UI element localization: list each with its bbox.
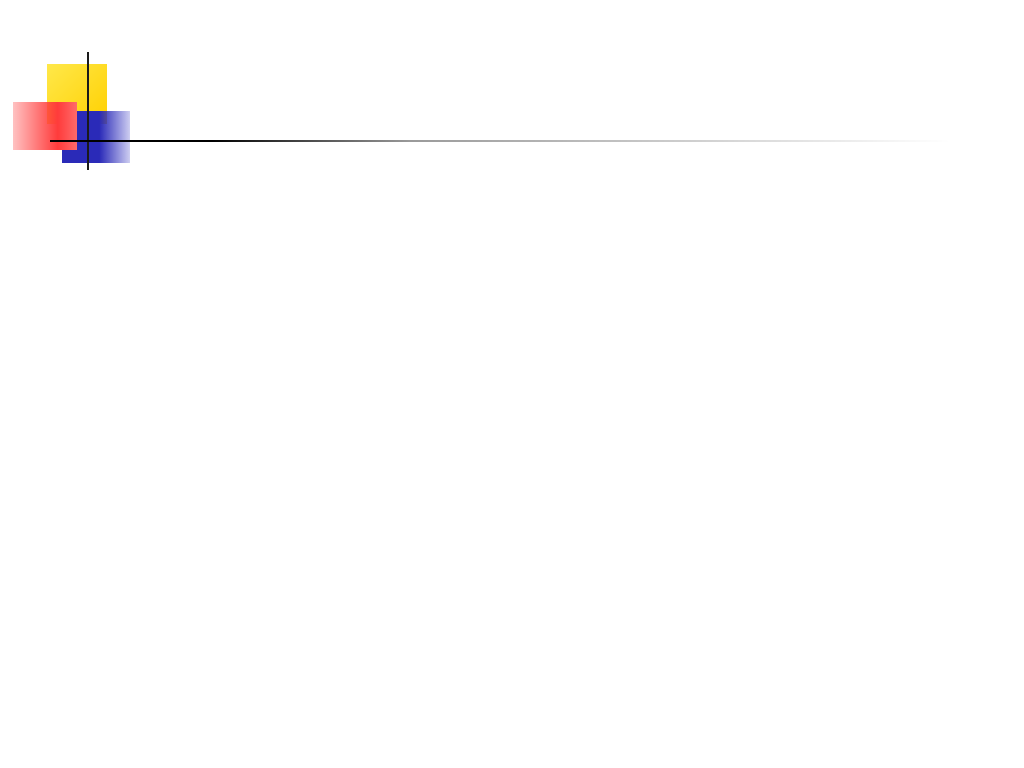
cycle6-block (540, 457, 980, 472)
pcr-strand-diagram (0, 0, 470, 740)
cycle5-block (540, 198, 980, 213)
